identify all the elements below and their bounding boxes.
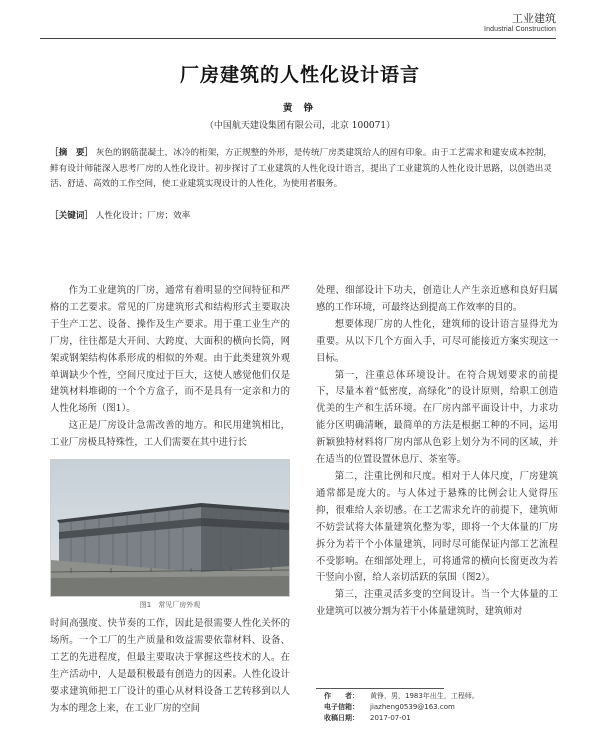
author-footnote xyxy=(324,691,479,724)
journal-header xyxy=(484,10,556,33)
header-divider xyxy=(40,38,556,39)
abstract-label: ［摘 要］ xyxy=(50,148,94,158)
body-paragraph: 作为工业建筑的厂房，通常有着明显的空间特征和严格的工艺要求。常见的厂房建筑形式和结构形式主要取决于生产工艺、设备、操作及生产要求。用于重工业生产的厂房，往往都是大开间、大跨度、大面积的横向长筒，网架或钢架结构体系形成的相似的外观。由于此类建筑外观单调缺少个性，空间尺度过于巨大，这使人感觉他们仅是建筑材料堆砌的一个个方盒子，而不是具有一定亲和力的人性化场所（图1）。 xyxy=(50,285,290,415)
keywords-text: 人性化设计；厂房；效率 xyxy=(95,211,191,221)
article-title: 厂房建筑的人性化设计语言 xyxy=(179,64,420,86)
right-column xyxy=(316,283,558,621)
left-column-top xyxy=(50,283,290,452)
journal-name-cn: 工业建筑 xyxy=(512,12,556,25)
article-author: 黄 铮 xyxy=(282,103,318,114)
footnote-divider xyxy=(316,688,444,689)
factory-building-illustration xyxy=(51,460,290,597)
body-paragraph: 第一，注重总体环境设计。在符合规划要求的前提下，尽量本着“低密度，高绿化”的设计原则，给职工创造优美的生产和生活环境。在厂房内部平面设计中，力求功能分区明确清晰，最简单的方法是根据工种的不同，运用新颖独特材料将厂房内部从色彩上划分为不同的区域，并在适当的位置设置休息厅、茶室等。 xyxy=(316,369,558,466)
figure-caption: 图1 常见厂房外观 xyxy=(139,601,201,609)
keywords xyxy=(50,209,552,224)
left-column-bottom xyxy=(50,616,290,717)
body-paragraph: 处理、细部设计下功夫，创造让人产生亲近感和良好归属感的工作环境，可最终达到提高工作效率的目的。 xyxy=(316,285,558,313)
body-paragraph: 第三，注重灵活多变的空间设计。当一个大体量的工业建筑可以被分割为若干小体量建筑时，建筑师对 xyxy=(316,589,558,618)
factory-photo xyxy=(50,459,290,597)
body-paragraph: 想要体现厂房的人性化，建筑师的设计语言显得尤为重要。从以下几个方面入手，可尽可能接近方案实现这一目标。 xyxy=(316,318,558,364)
footnote-email-row: 电子信箱： jiazheng0539@163.com xyxy=(324,703,455,711)
keywords-label: ［关键词］ xyxy=(50,211,93,221)
abstract xyxy=(50,146,552,193)
body-paragraph: 这正是厂房设计急需改善的地方。和民用建筑相比，工业厂房极具特殊性，工人们需要在其中进行长 xyxy=(50,420,290,449)
author-affiliation: （中国航天建设集团有限公司，北京 100071） xyxy=(204,121,396,131)
body-paragraph: 时间高强度、快节奏的工作，因此是很需要人性化关怀的场所。一个工厂的生产质量和效益需要依靠材料、设备、工艺的先进程度，但最主要取决于掌握这些技术的人。在生产活动中，人是最积极最有创造力的因素。人性化设计要求建筑师把工厂设计的重心从材料设备工艺转移到以人为本的理念上来，在工业厂房的空间 xyxy=(50,618,290,714)
journal-name-en: Industrial Construction xyxy=(484,26,556,33)
abstract-text: 灰色的钢筋混凝土，冰冷的桁架，方正规整的外形，是传统厂房类建筑给人的固有印象。由于工艺需求和建安成本控制，鲜有设计师能深入思考厂房的人性化设计。初步探讨了工业建筑的人性化设计语言，提出了工业建筑的人性化设计思路，以创造出灵活、舒适、高效的工作空间，使工业建筑实现设计的人性化，为使用者服务。 xyxy=(50,148,552,189)
footnote-author-row: 作 者： 黄铮，男，1983年出生，工程师。 xyxy=(324,692,479,700)
body-paragraph: 第二，注重比例和尺度。相对于人体尺度，厂房建筑通常都是庞大的。与人体过于悬殊的比例会让人觉得压抑，很难给人亲切感。在工艺需求允许的前提下，建筑师不妨尝试将大体量建筑化整为零，即将一个大体量的厂房拆分为若干个小体量建筑，同时尽可能保证内部工艺流程不受影响。在细部处理上，可将通常的横向长窗更改为若干竖向小窗，给人亲切活跃的氛围（图2）。 xyxy=(316,470,558,584)
footnote-received-row: 收稿日期： 2017-07-01 xyxy=(324,714,411,722)
